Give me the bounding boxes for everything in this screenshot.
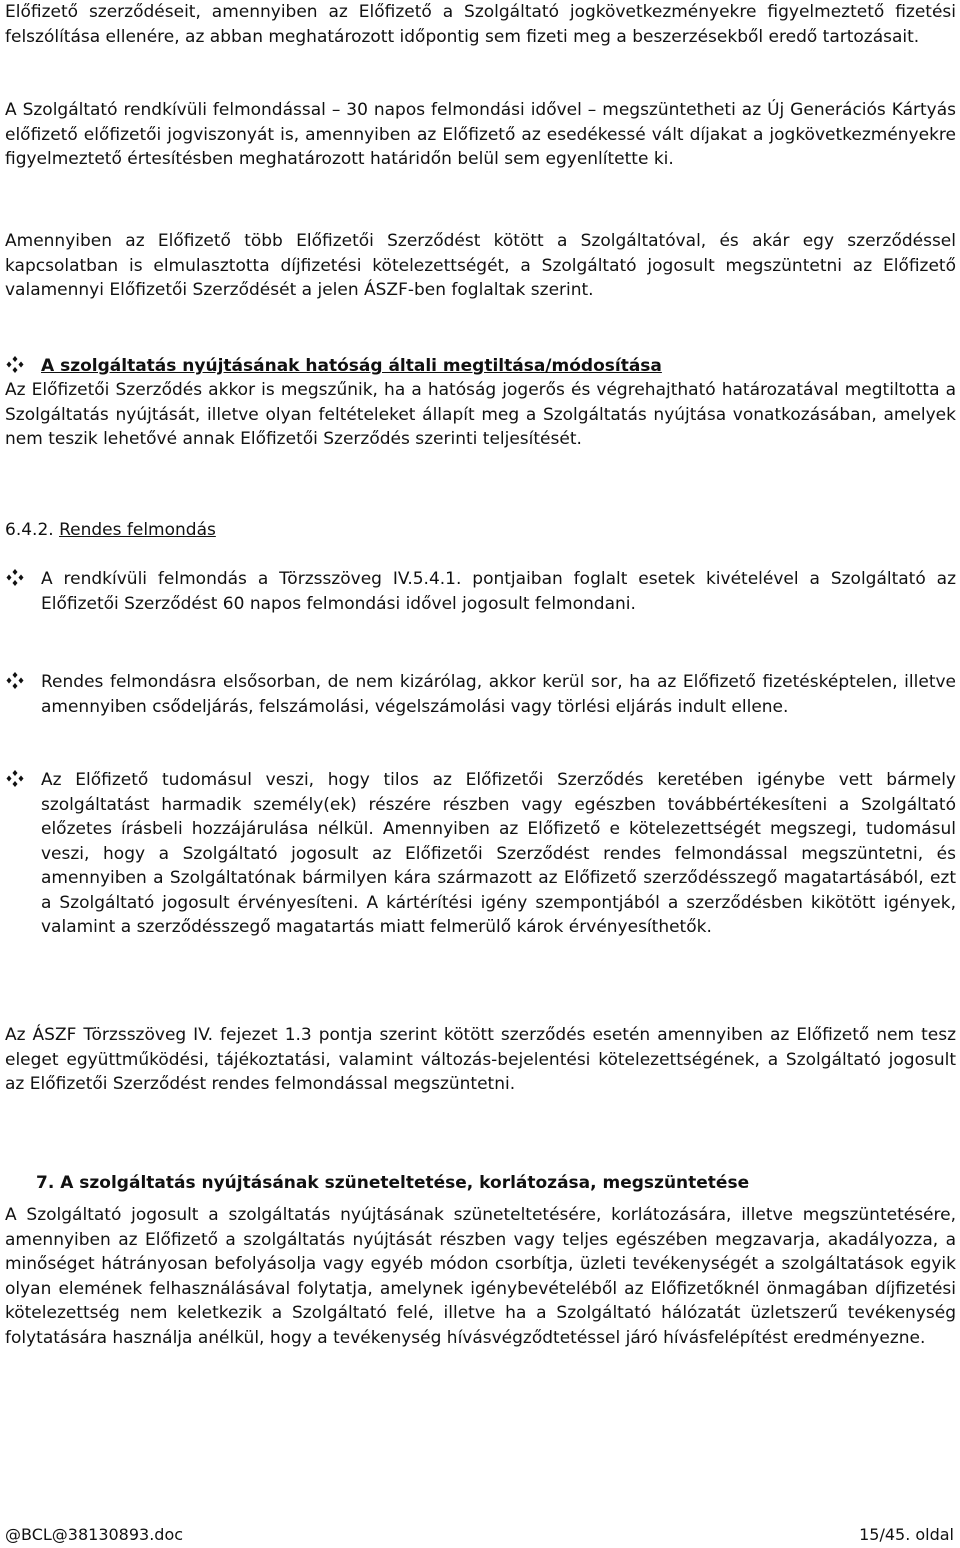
four-diamond-bullet-icon (5, 670, 27, 694)
section-642-closing (5, 1023, 956, 1097)
section-hatosag-title: A szolgáltatás nyújtásának hatóság általi megtiltása/módosítása (41, 356, 662, 376)
bullet-item-2 (41, 670, 956, 719)
paragraph-3-text: Amennyiben az Előfizető több Előfizetői Szerződést kötött a Szolgáltatóval, és akár egy szerződéssel kapcsolatban is elmulasztotta díjfizetési kötelezettségét, a Szolgáltató jogosult megszüntetni az Előfizető valamennyi Előfizetői Szerződését a jelen ÁSZF-ben foglaltak szerint. (5, 231, 956, 300)
four-diamond-bullet-icon (5, 567, 27, 591)
chapter-7-body (5, 1203, 956, 1350)
paragraph-1-text: Előfizető szerződéseit, amennyiben az Előfizető a Szolgáltató jogkövetkezményekre figyelmeztető fizetési felszólítása ellenére, az abban meghatározott időpontig sem fizeti meg a beszerzésekből eredő tartozásait. (5, 2, 956, 47)
four-diamond-bullet-icon (5, 768, 27, 792)
bullet-item-3 (41, 768, 956, 940)
section-title: Rendes felmondás (59, 520, 216, 540)
footer-page-number: 15/45. oldal (859, 1525, 954, 1544)
chapter-7-text: A Szolgáltató jogosult a szolgáltatás nyújtásának szüneteltetésére, korlátozására, illetve megszüntetésére, amennyiben az Előfizető a szolgáltatás nyújtását részben vagy teljes egészében megzavarja, akadályozza, a minőséget hátrányosan befolyásolja vagy egyéb módon csorbítja, üzleti tevékenységét a szolgáltatások egyik olyan elemének felhasználásával folytatja, amelynek igénybevételéből az Előfizetőknél önmagában díjfizetési kötelezettség nem keletkezik a Szolgáltató felé, illetve ha a Szolgáltató hálózatát üzletszerű tevékenység folytatására használja anélkül, hogy a tevékenység hívásvégződtetéssel járó hívásfelépítést eredményezne. (5, 1205, 956, 1348)
bullet-item-3-text: Az Előfizető tudomásul veszi, hogy tilos az Előfizetői Szerződés keretében igénybe vett bármely szolgáltatást harmadik személy(ek) részére részben vagy egészben továbbértékesíteni a Szolgáltató előzetes írásbeli hozzájárulása nélkül. Amennyiben az Előfizető e kötelezettségét megszegi, tudomásul veszi, hogy a Szolgáltató jogosult az Előfizetői Szerződést rendes felmondással megszüntetni, és amennyiben a Szolgáltatónak bármilyen kára származott az Előfizető szerződésszegő magatartásából, ezt a Szolgáltató jogosult érvényesíteni. A kártérítési igény szempontjából a szerződésben kikötött igények, valamint a szerződésszegő magatartás miatt felmerülő károk érvényesíthetők. (41, 770, 956, 937)
section-number: 6.4.2. (5, 520, 54, 540)
footer-document-id: @BCL@38130893.doc (5, 1525, 184, 1544)
section-hatosag-heading (41, 354, 956, 379)
paragraph-1 (5, 0, 956, 49)
chapter-7-heading: 7. A szolgáltatás nyújtásának szüneteltetése, korlátozása, megszüntetése (36, 1173, 750, 1193)
bullet-item-2-text: Rendes felmondásra elsősorban, de nem kizárólag, akkor kerül sor, ha az Előfizető fizetésképtelen, illetve amennyiben csődeljárás, felszámolási, végelszámolási vagy törlési eljárás indult ellene. (41, 672, 956, 717)
paragraph-3 (5, 229, 956, 303)
paragraph-2-text: A Szolgáltató rendkívüli felmondással – 30 napos felmondási idővel – megszüntetheti az Új Generációs Kártyás előfizető előfizetői jogviszonyát is, amennyiben az Előfizető az esedékessé vált díjakat a jogkövetkezményekre figyelmeztető értesítésben meghatározott határidőn belül sem egyenlítette ki. (5, 100, 956, 169)
section-hatosag-text: Az Előfizetői Szerződés akkor is megszűnik, ha a hatóság jogerős és végrehajtható határozatával megtiltotta a Szolgáltatás nyújtását, illetve olyan feltételeket állapít meg a Szolgáltatás nyújtása vonatkozásában, amelyek nem teszik lehetővé annak Előfizetői Szerződés szerinti teljesítését. (5, 380, 956, 449)
section-hatosag-body (5, 378, 956, 452)
bullet-item-1-text: A rendkívüli felmondás a Törzsszöveg IV.5.4.1. pontjaiban foglalt esetek kivételével a Szolgáltató az Előfizetői Szerződést 60 napos felmondási idővel jogosult felmondani. (41, 569, 956, 614)
four-diamond-bullet-icon (5, 354, 27, 378)
bullet-item-1 (41, 567, 956, 616)
section-642-closing-text: Az ÁSZF Törzsszöveg IV. fejezet 1.3 pontja szerint kötött szerződés esetén amennyiben az Előfizető nem tesz eleget együttműködési, tájékoztatási, valamint változás-bejelentési kötelezettségének, a Szolgáltató jogosult az Előfizetői Szerződést rendes felmondással megszüntetni. (5, 1025, 956, 1094)
paragraph-2 (5, 98, 956, 172)
section-642-heading (5, 518, 216, 543)
